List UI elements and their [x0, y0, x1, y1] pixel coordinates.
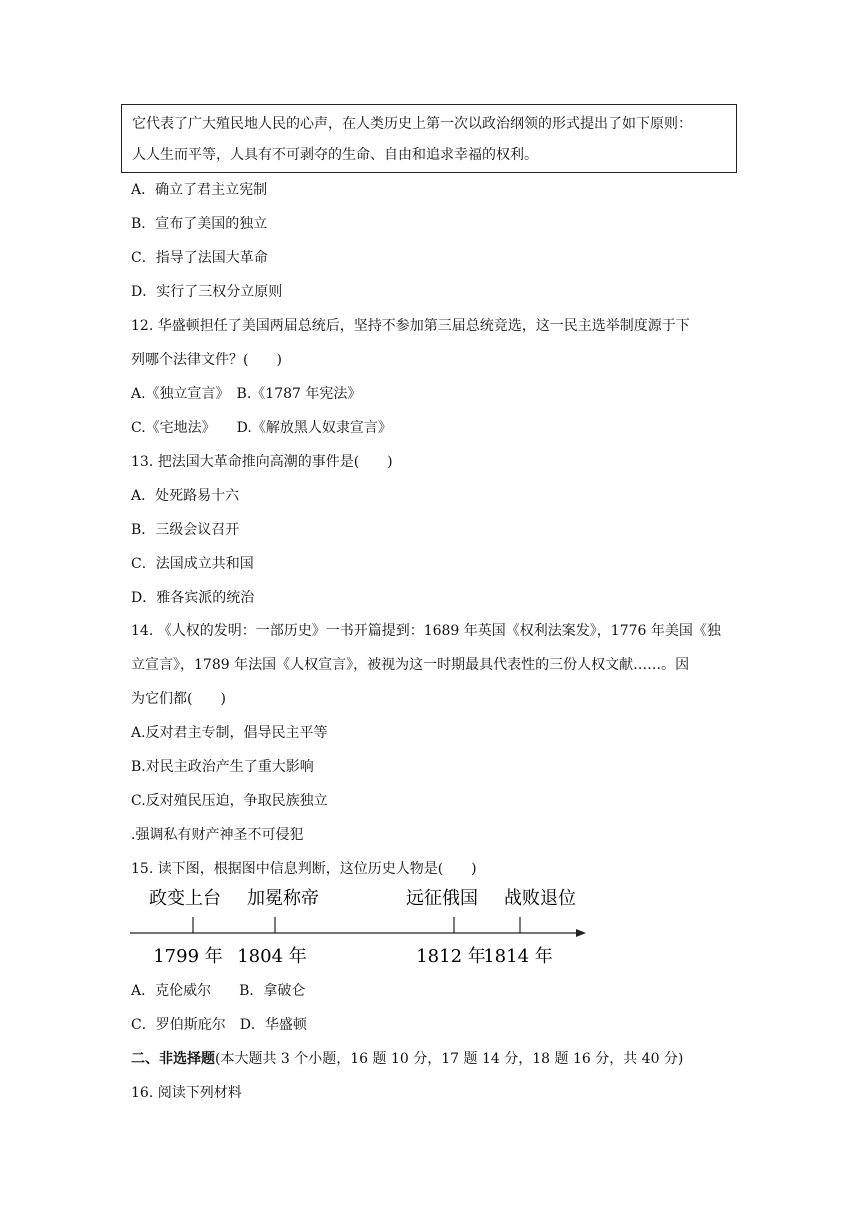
event-label-abdication: 战败退位: [504, 888, 576, 909]
q15-options-cd: C．罗伯斯庇尔 D．华盛顿: [131, 1017, 307, 1033]
q14-option-c: C.反对殖民压迫，争取民族独立: [131, 793, 328, 809]
q14-stem-line-3: 为它们都( ): [131, 691, 226, 707]
q13-option-c: C．法国成立共和国: [131, 556, 254, 572]
year-label-1812: 1812 年: [416, 946, 486, 967]
quote-box: [121, 104, 737, 173]
q14-option-a: A.反对君主专制，倡导民主平等: [131, 725, 328, 741]
q11-option-c: C．指导了法国大革命: [131, 250, 268, 266]
timeline-svg: [128, 880, 598, 980]
section-2-desc: (本大题共 3 个小题，16 题 10 分，17 题 14 分，18 题 16 分，共 40 分): [215, 1051, 684, 1067]
q12-stem-line-1: 12. 华盛顿担任了美国两届总统后，坚持不参加第三届总统竞选，这一民主选举制度源于下: [131, 318, 690, 334]
q11-option-a: A．确立了君主立宪制: [131, 182, 268, 198]
q14-stem-line-2: 立宣言》，1789 年法国《人权宣言》，被视为这一时期最具代表性的三份人权文献……。因: [131, 657, 690, 673]
year-label-1814: 1814 年: [483, 946, 553, 967]
q11-option-d: D．实行了三权分立原则: [131, 284, 283, 300]
napoleon-timeline: [128, 880, 598, 980]
q13-option-d: D．雅各宾派的统治: [131, 590, 255, 606]
q11-option-b: B．宣布了美国的独立: [131, 216, 268, 232]
q13-option-a: A．处死路易十六: [131, 488, 240, 504]
q15-options-ab: A．克伦威尔 B．拿破仑: [131, 983, 306, 999]
quote-line-1: 它代表了广大殖民地人民的心声，在人类历史上第一次以政治纲领的形式提出了如下原则：: [132, 116, 692, 132]
q13-option-b: B．三级会议召开: [131, 522, 240, 538]
q14-stem-line-1: 14. 《人权的发明：一部历史》一书开篇提到：1689 年英国《权利法案发》，1776 年美国《独: [131, 623, 721, 639]
q14-option-d: .强调私有财产神圣不可侵犯: [131, 827, 304, 843]
q14-option-b: B.对民主政治产生了重大影响: [131, 759, 314, 775]
year-label-1799: 1799 年: [153, 946, 223, 967]
event-label-russia: 远征俄国: [406, 888, 478, 909]
section-2-heading: [131, 1049, 683, 1069]
timeline-arrow-icon: [576, 929, 586, 937]
q16-stem: 16. 阅读下列材料: [131, 1085, 242, 1101]
q12-options-cd: C.《宅地法》 D.《解放黑人奴隶宣言》: [131, 420, 392, 436]
q12-options-ab: A.《独立宣言》 B.《1787 年宪法》: [131, 386, 362, 402]
q15-stem: 15. 读下图，根据图中信息判断，这位历史人物是( ): [131, 861, 477, 877]
event-label-coup: 政变上台: [149, 888, 221, 909]
event-label-coronation: 加冕称帝: [247, 888, 319, 909]
q12-stem-line-2: 列哪个法律文件？( ): [131, 352, 282, 368]
quote-line-2: 人人生而平等，人具有不可剥夺的生命、自由和追求幸福的权利。: [132, 147, 538, 163]
year-label-1804: 1804 年: [237, 946, 307, 967]
section-2-title: 二、非选择题: [131, 1051, 215, 1067]
q13-stem: 13. 把法国大革命推向高潮的事件是( ): [131, 454, 393, 470]
